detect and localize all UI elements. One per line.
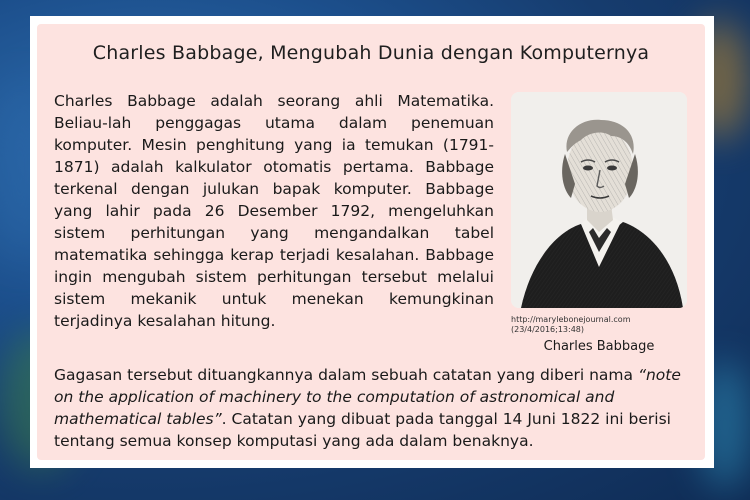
paragraph-2-italic-title: “note on the application of machinery to the computation of astronomical and mathematical tables” [54,366,681,428]
article-paragraph-2 [54,364,690,452]
photo-credit-date: (23/4/2016;13:48) [511,325,585,334]
paragraph-2-start: Gagasan tersebut dituangkannya dalam sebuah catatan yang diberi nama [54,366,638,384]
photo-credit-url: http://marylebonejournal.com [511,315,631,324]
portrait-engraving [511,92,687,308]
portrait-photo [511,92,687,308]
article-title: Charles Babbage, Mengubah Dunia dengan Komputernya [92,42,650,64]
photo-caption: Charles Babbage [543,339,655,354]
paragraph-2-end: . Catatan yang dibuat pada tanggal 14 Juni 1822 ini berisi tentang semua konsep komputasi yang ada dalam benaknya. [54,410,671,450]
article-card [37,24,705,460]
photo-credit [511,315,691,335]
article-paragraph-1: Charles Babbage adalah seorang ahli Matematika. Beliau-lah penggagas utama dalam penemuan komputer. Mesin penghitung yang ia temukan (1791-1871) adalah kalkulator otomatis pertama. Babbage terkenal dengan julukan bapak komputer. Babbage yang lahir pada 26 Desember 1792, mengeluhkan sistem perhitungan yang mengandalkan tabel matematika sehingga kerap terjadi kesalahan. Babbage ingin mengubah sistem perhitungan tersebut melalui sistem mekanik untuk menekan kemungkinan terjadinya kesalahan hitung. [54,92,494,330]
